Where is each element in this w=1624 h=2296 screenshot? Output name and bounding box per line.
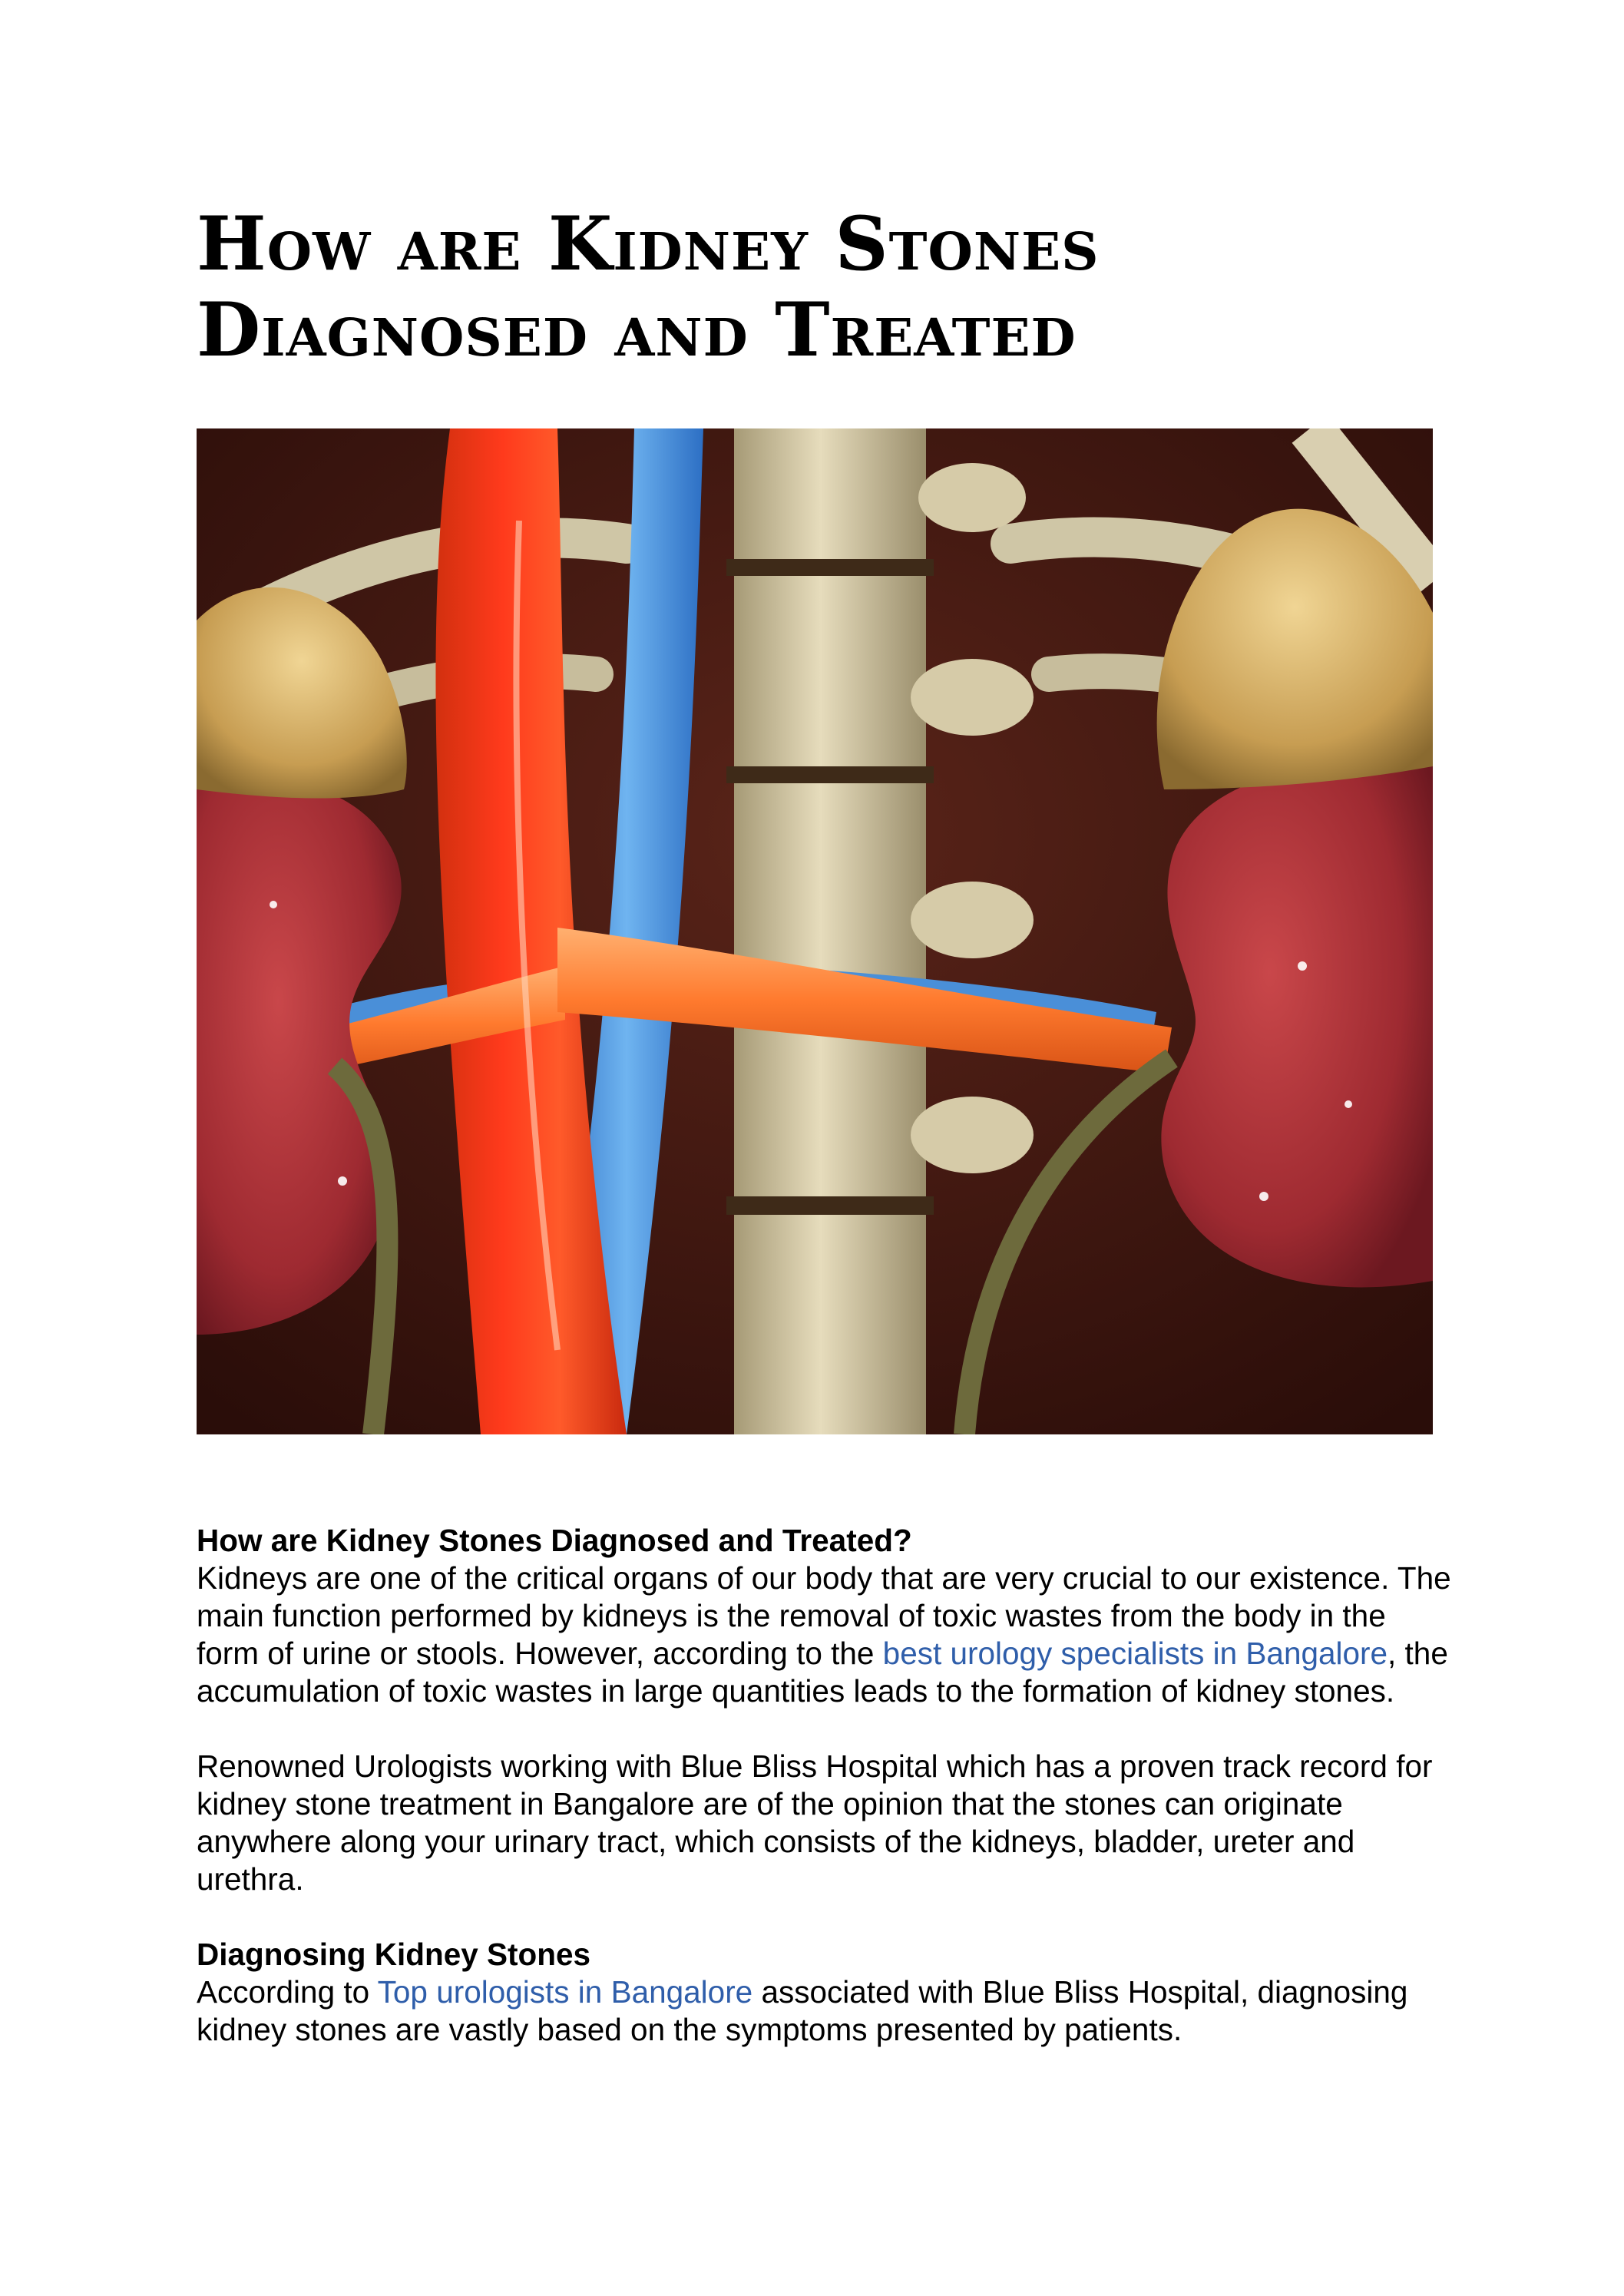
paragraph-intro-text-1: Kidneys are one of the critical organs of our body that are very crucial to our existence. The main function performed by kidneys is the removal of toxic wastes from the body in the form of urine or stools. However, according to the xyxy=(197,1560,1451,1671)
page-title-line-2: Diagnosed and Treated xyxy=(197,286,1077,373)
kidney-anatomy-illustration-icon xyxy=(197,428,1433,1434)
top-urologists-link[interactable]: Top urologists in Bangalore xyxy=(377,1974,753,2010)
page-title xyxy=(197,201,1502,373)
paragraph-spacer xyxy=(197,1898,1456,1936)
best-urology-specialists-link[interactable]: best urology specialists in Bangalore xyxy=(882,1636,1388,1671)
paragraph-diagnosing xyxy=(197,1973,1456,2049)
article-body xyxy=(197,1522,1456,2049)
paragraph-urinary-tract: Renowned Urologists working with Blue Bliss Hospital which has a proven track record for kidney stone treatment in Bangalore are of the opinion that the stones can originate anywhere along your urinary tract, which consists of the kidneys, bladder, ureter and urethra. xyxy=(197,1748,1433,1897)
paragraph-intro xyxy=(197,1560,1456,1710)
hero-image xyxy=(197,428,1433,1434)
paragraph-diagnosing-text-2: associated with Blue Bliss Hospital, diagnosing kidney stones are vastly based on the symptoms presented by patients. xyxy=(197,1974,1408,2047)
section-heading-diagnosing: Diagnosing Kidney Stones xyxy=(197,1937,591,1972)
paragraph-intro-text-2: , the accumulation of toxic wastes in large quantities leads to the formation of kidney stones. xyxy=(197,1636,1448,1709)
page-title-line-1: How are Kidney Stones xyxy=(197,200,1100,287)
section-heading-diagnosed-treated: How are Kidney Stones Diagnosed and Treated? xyxy=(197,1523,912,1558)
paragraph-spacer xyxy=(197,1710,1456,1748)
paragraph-diagnosing-text-1: According to xyxy=(197,1974,378,2010)
